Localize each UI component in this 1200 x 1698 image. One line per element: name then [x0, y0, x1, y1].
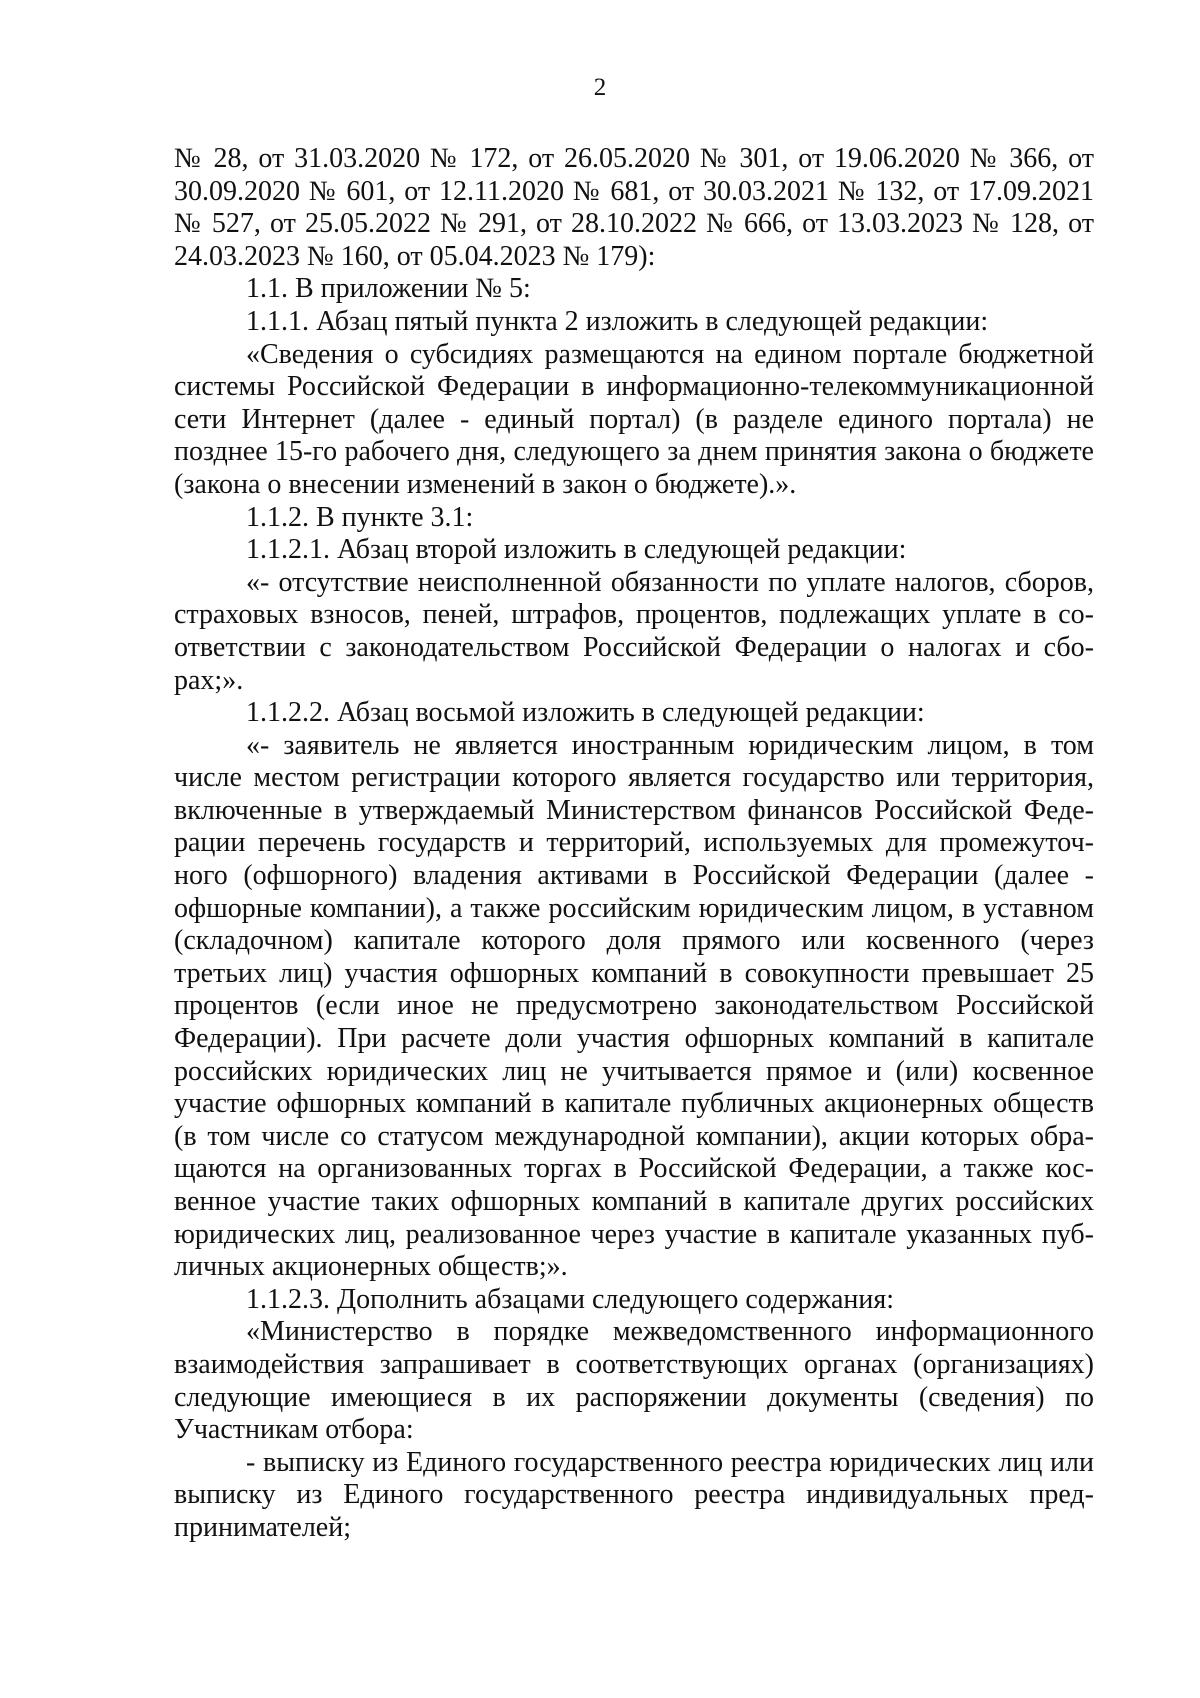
paragraph-quote-taxes: «- отсутствие неисполненной обязанности по уплате налогов, сборов, страховых взносов, пеней, штрафов, процентов, подлежащих уплате в соответствии с законодательством Российской Федерации о налогах и сборах;». — [174, 566, 1094, 696]
paragraph-quote-offshore: «- заявитель не является иностранным юридическим лицом, в том числе местом регистрации которого является государство или территория, включенные в утверждаемый Министерством финансов Российской Федерации перечень государств и территорий, используемых для промежуточного (офшорного) владения активами в Российской Федерации (далее - офшорные компании), а также российским юридическим лицом, в уставном (складочном) капитале которого доля прямого или косвенного (через третьих лиц) участия офшорных компаний в совокупности превышает 25 процентов (если иное не предусмотрено законодательством Российской Федерации). При расчете доли участия офшорных компаний в капитале российских юридических лиц не учитывается прямое и (или) косвенное участие офшорных компаний в капитале публичных акционерных обществ (в том числе со статусом международной компании), акции которых обращаются на организованных торгах в Российской Федерации, а также косвенное участие таких офшорных компаний в капитале других российских юридических лиц, реализованное через участие в капитале указанных публичных акционерных обществ;». — [174, 729, 1094, 1283]
paragraph-list-extract: - выписку из Единого государственного реестра юридических лиц или выписку из Единого государственного реестра индивидуальных предпринимателей; — [174, 1446, 1094, 1543]
paragraph-quote-subsidies: «Сведения о субсидиях размещаются на едином портале бюджетной системы Российской Федерации в информационно-телекоммуникационной сети Интернет (далее - единый портал) (в разделе единого портала) не позднее 15-го рабочего дня, следующего за днем принятия закона о бюджете (закона о внесении изменений в закон о бюджете).». — [174, 338, 1094, 500]
paragraph-item-1-1-2-3: 1.1.2.3. Дополнить абзацами следующего содержания: — [246, 1283, 895, 1315]
document-body — [174, 143, 1094, 1545]
paragraph-item-1-1-2: 1.1.2. В пункте 3.1: — [246, 501, 474, 533]
paragraph-item-1-1: 1.1. В приложении № 5: — [246, 273, 531, 305]
paragraph-continuation: № 28, от 31.03.2020 № 172, от 26.05.2020 № 301, от 19.06.2020 № 366, от 30.09.2020 № 601, от 12.11.2020 № 681, от 30.03.2021 № 132, от 17.09.2021 № 527, от 25.05.2022 № 291, от 28.10.2022 № 666, от 13.03.2023 № 128, от 24.03.2023 № 160, от 05.04.2023 № 179): — [174, 143, 1094, 272]
paragraph-item-1-1-2-2: 1.1.2.2. Абзац восьмой изложить в следующей редакции: — [246, 697, 925, 729]
paragraph-item-1-1-1: 1.1.1. Абзац пятый пункта 2 изложить в следующей редакции: — [246, 305, 989, 337]
page-number: 2 — [593, 74, 607, 101]
paragraph-quote-ministry: «Министерство в порядке межведомственного информационного взаимодействия запрашивает в соответствующих органах (организациях) следующие имеющиеся в их распоряжении документы (сведения) по Участникам отбора: — [174, 1316, 1094, 1446]
paragraph-item-1-1-2-1: 1.1.2.1. Абзац второй изложить в следующей редакции: — [246, 534, 907, 566]
